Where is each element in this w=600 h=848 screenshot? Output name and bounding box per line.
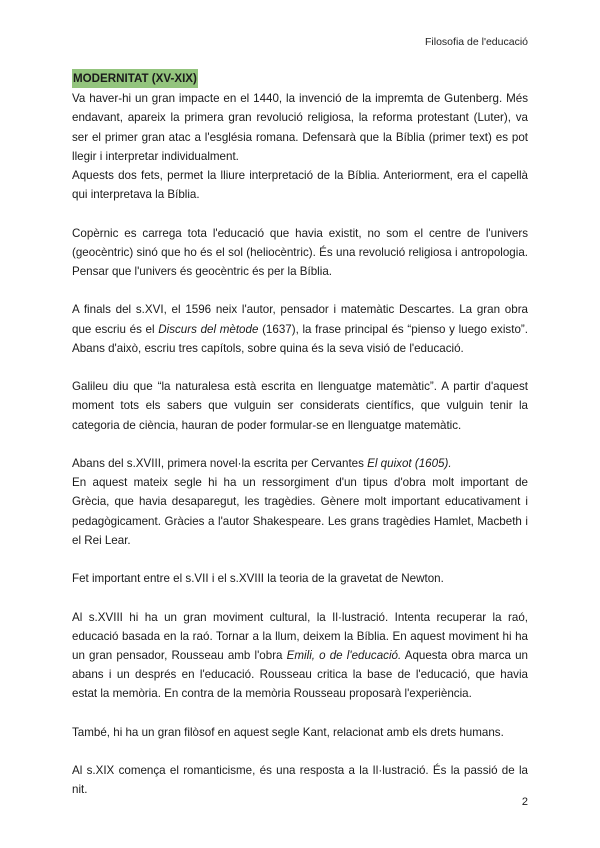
paragraph-cervantes-intro: Abans del s.XVIII, primera novel·la escrita per Cervantes El quixot (1605).: [72, 457, 452, 470]
paragraph-rousseau: Al s.XVIII hi ha un gran moviment cultural, la Il·lustració. Intenta recuperar la raó, educació basada en la raó. Tornar a la llum, deixem la Bíblia. En aquest moviment hi ha un gran pensador, Rousseau amb l'obra Emili, o de l'educació. Aquesta obra marca un abans i un després en l'educació. Rousseau critica la base de l'educació, que havia estat la memòria. En contra de la memòria Rousseau proposarà l'experiència.: [72, 610, 528, 701]
section-title: MODERNITAT (XV-XIX): [72, 69, 198, 88]
paragraph-newton: Fet important entre el s.VII i el s.XVIII la teoria de la gravetat de Newton.: [72, 572, 444, 586]
paragraph-tragedies: En aquest mateix segle hi ha un ressorgiment d'un tipus d'obra molt important de Grècia, que havia desaparegut, les tragèdies. Gènere molt important educativament i pedagògicament. Gràcies a l'autor Shakespeare. Les grans tragèdies Hamlet, Macbeth i el Rei Lear.: [72, 476, 528, 547]
paragraph-gutenberg: Va haver-hi un gran impacte en el 1440, la invenció de la impremta de Gutenberg. Més endavant, apareix la primera gran revolució religiosa, la reforma protestant (Luter), va ser el primer gran atac a l'església romana. Defensarà que la Bíblia (primer text) es pot llegir i interpretar individualment.: [72, 92, 528, 163]
paragraph-descartes: A finals del s.XVI, el 1596 neix l'autor, pensador i matemàtic Descartes. La gran obra que escriu és el Discurs del mètode (1637), la frase principal és “pienso y luego existo”. Abans d'això, escriu tres capítols, sobre quina és la seva visió de l'educació.: [72, 303, 528, 355]
paragraph-interpretation: Aquests dos fets, permet la lliure interpretació de la Bíblia. Anteriorment, era el capellà qui interpretava la Bíblia.: [72, 169, 528, 202]
paragraph-copernicus: Copèrnic es carrega tota l'educació que havia existit, no som el centre de l'univers (geocèntric) sinó que ho és el sol (heliocèntric). És una revolució religiosa i antropologia. Pensar que l'univers és geocèntric és per la Bíblia.: [72, 226, 528, 279]
page-header: Filosofia de l'educació: [425, 36, 528, 48]
paragraph-kant: També, hi ha un gran filòsof en aquest segle Kant, relacionat amb els drets humans.: [72, 725, 504, 739]
paragraph-romanticism: Al s.XIX comença el romanticisme, és una resposta a la Il·lustració. És la passió de la nit.: [72, 764, 528, 797]
document-body: [72, 69, 528, 800]
paragraph-galileo: Galileu diu que “la naturalesa està escrita en llenguatge matemàtic”. A partir d'aquest moment tots els sabers que vulguin ser considerats científics, que vulguin tenir la categoria de ciència, hauran de poder formular-se en llenguatge matemàtic.: [72, 380, 528, 432]
page-number: 2: [521, 796, 528, 808]
